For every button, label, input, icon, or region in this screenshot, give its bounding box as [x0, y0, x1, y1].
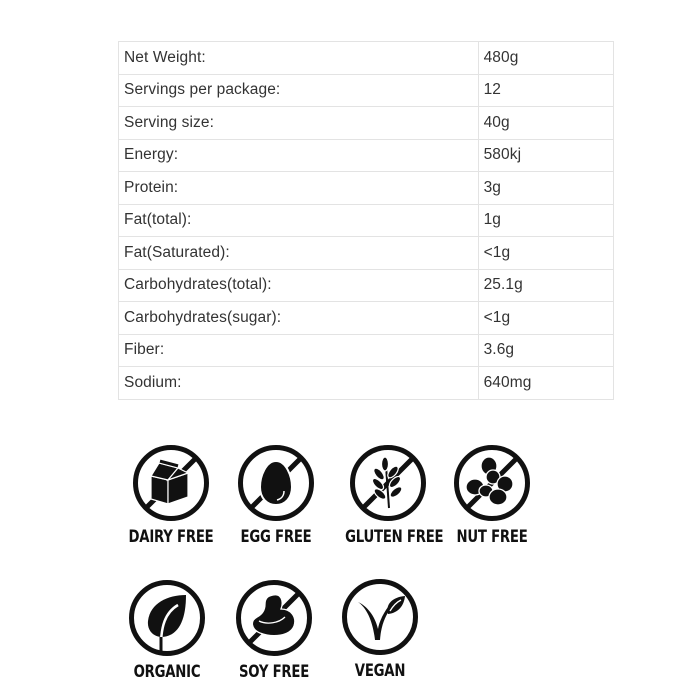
nutrient-label: Protein: [119, 172, 479, 205]
badge-label: VEGAN [354, 661, 406, 681]
nutrient-value: 580kj [478, 139, 613, 172]
badge-vegan [325, 578, 435, 681]
milk-carton-crossed-icon [132, 444, 210, 522]
badge-label: EGG FREE [240, 527, 312, 547]
table-row [119, 172, 614, 205]
nutrient-label: Carbohydrates(sugar): [119, 302, 479, 335]
nutrient-value: 3g [478, 172, 613, 205]
nutrient-value: 40g [478, 107, 613, 140]
badge-dairy-free [116, 444, 226, 547]
table-row [119, 269, 614, 302]
table-row [119, 107, 614, 140]
wheat-crossed-icon [349, 444, 427, 522]
nutrient-value: 3.6g [478, 334, 613, 367]
badge-nut-free [437, 444, 547, 547]
table-row [119, 139, 614, 172]
badge-label: SOY FREE [238, 662, 310, 682]
badge-egg-free [221, 444, 331, 547]
nutrient-label: Fat(Saturated): [119, 237, 479, 270]
nutrient-value: 480g [478, 42, 613, 75]
nutrient-label: Fiber: [119, 334, 479, 367]
badge-gluten-free [333, 444, 443, 547]
nutrient-label: Sodium: [119, 367, 479, 400]
table-row [119, 367, 614, 400]
leaf-icon [128, 579, 206, 657]
nutrient-value: 12 [478, 74, 613, 107]
nutrition-table [118, 41, 614, 400]
vegan-v-leaf-icon [341, 578, 419, 656]
table-row [119, 42, 614, 75]
nutrient-value: <1g [478, 302, 613, 335]
table-row [119, 237, 614, 270]
badge-label: NUT FREE [456, 527, 528, 547]
nutrient-value: 640mg [478, 367, 613, 400]
table-row [119, 334, 614, 367]
nutrient-value: 25.1g [478, 269, 613, 302]
nutrient-value: <1g [478, 237, 613, 270]
badge-organic [112, 579, 222, 682]
nutrient-label: Carbohydrates(total): [119, 269, 479, 302]
badge-label: DAIRY FREE [128, 527, 214, 547]
soybean-crossed-icon [235, 579, 313, 657]
table-row [119, 302, 614, 335]
egg-crossed-icon [237, 444, 315, 522]
peanut-crossed-icon [453, 444, 531, 522]
nutrient-label: Servings per package: [119, 74, 479, 107]
nutrient-value: 1g [478, 204, 613, 237]
nutrient-label: Net Weight: [119, 42, 479, 75]
badge-soy-free [219, 579, 329, 682]
badge-label: ORGANIC [133, 662, 201, 682]
nutrient-label: Fat(total): [119, 204, 479, 237]
table-row [119, 204, 614, 237]
nutrient-label: Energy: [119, 139, 479, 172]
badge-label: GLUTEN FREE [345, 527, 444, 547]
table-row [119, 74, 614, 107]
nutrient-label: Serving size: [119, 107, 479, 140]
